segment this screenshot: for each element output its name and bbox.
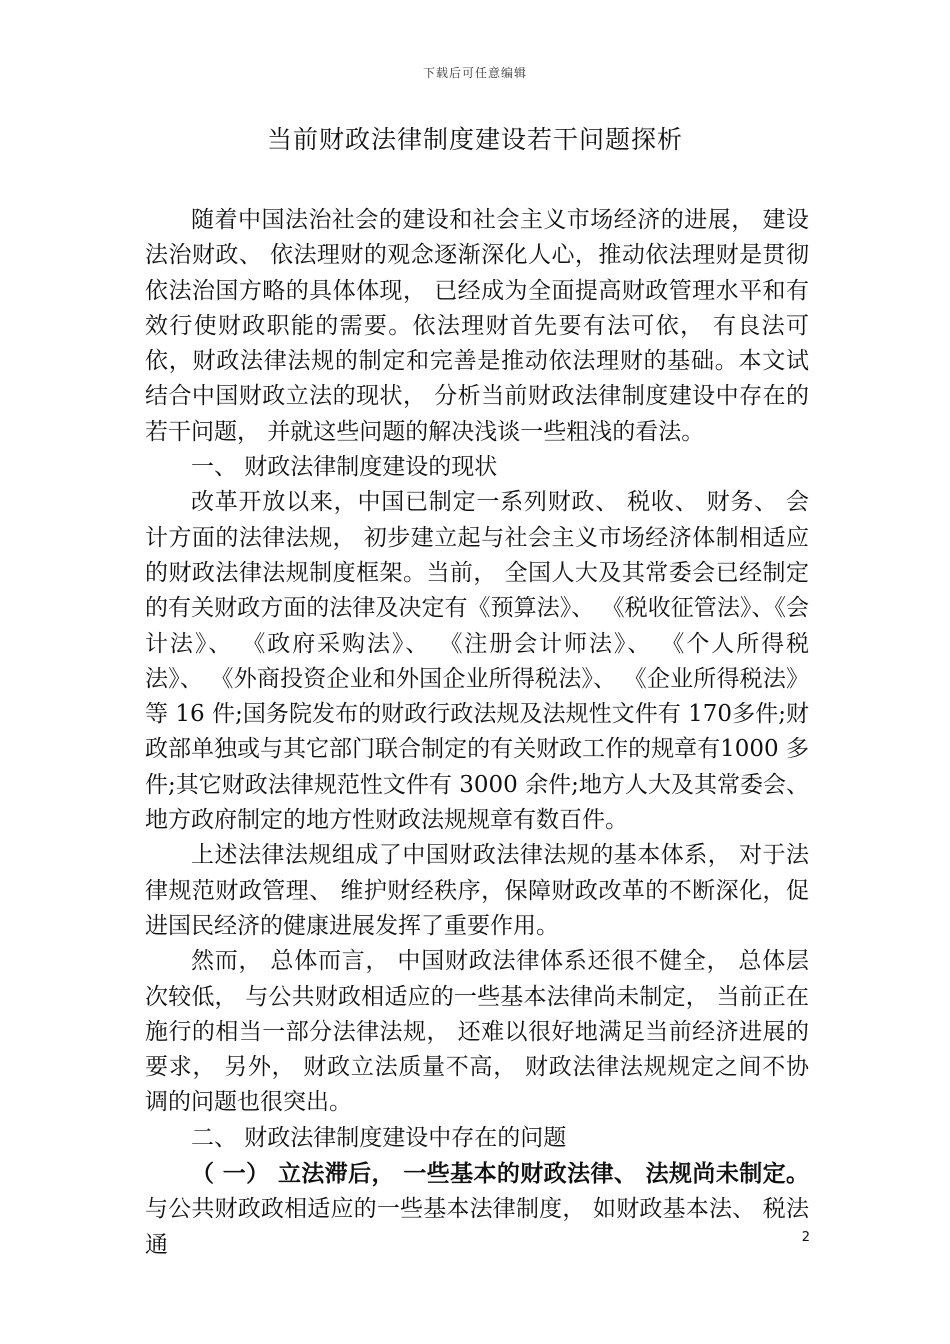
section-heading-2: 二、 财政法律制度建设中存在的问题 xyxy=(191,1124,567,1151)
subheading-issue-1: （ 一） 立法滞后， 一些基本的财政法律、 法规尚未制定。 xyxy=(191,1160,809,1188)
section-heading-1: 一、 财政法律制度建设的现状 xyxy=(191,454,498,481)
page-number: 2 xyxy=(801,1230,810,1245)
paragraph-shortcomings: 然而， 总体而言， 中国财政法律体系还很不健全， 总体层次较低， 与公共财政相适应的一些基本法律尚未制定， 当前正在施行的相当一部分法律法规， 还难以很好地满足当前经济进展的要求， 另外， 财政立法质量不高， 财政法律法规规定之间不协调的问题也很突出。 xyxy=(145,948,809,1116)
paragraph-issue-1-text: 与公共财政政相适应的一些基本法律制度， 如财政基本法、 税法通 xyxy=(145,1196,809,1258)
paragraph-issue-1 xyxy=(145,1156,809,1263)
document-title: 当前财政法律制度建设若干问题探析 xyxy=(266,125,683,154)
paragraph-status-laws: 改革开放以来，中国已制定一系列财政、 税收、 财务、 会计方面的法律法规， 初步建立起与社会主义市场经济体制相适应的财政法律法规制度框架。当前， 全国人大及其常委会已经制定的有关财政方面的法律及决定有《预算法》、 《税收征管法》、《会计法》、 《政府采购法》、 《注册会计师法》、 《个人所得税法》、 《外商投资企业和外国企业所得税法》、 《企业所得税法》等 16 件;国务院发布的财政行政法规及法规性文件有 170多件;财政部单独或与其它部门联合制定的有关财政工作的规章有1000 多件;其它财政法律规范性文件有 3000 余件;地方人大及其常委会、 地方政府制定的地方性财政法规规章有数百件。 xyxy=(145,489,809,834)
header-note: 下载后可任意编辑 xyxy=(422,66,527,80)
paragraph-system-role: 上述法律法规组成了中国财政法律法规的基本体系， 对于法律规范财政管理、 维护财经秩序，保障财政改革的不断深化，促进国民经济的健康进展发挥了重要作用。 xyxy=(145,842,809,939)
intro-paragraph: 随着中国法治社会的建设和社会主义市场经济的进展， 建设法治财政、 依法理财的观念逐渐深化人心，推动依法理财是贯彻依法治国方略的具体体现， 已经成为全面提高财政管理水平和有效行使财政职能的需要。依法理财首先要有法可依， 有良法可依，财政法律法规的制定和完善是推动依法理财的基础。本文试结合中国财政立法的现状， 分析当前财政法律制度建设中存在的若干问题， 并就这些问题的解决浅谈一些粗浅的看法。 xyxy=(145,207,809,445)
document-body xyxy=(145,203,809,1263)
